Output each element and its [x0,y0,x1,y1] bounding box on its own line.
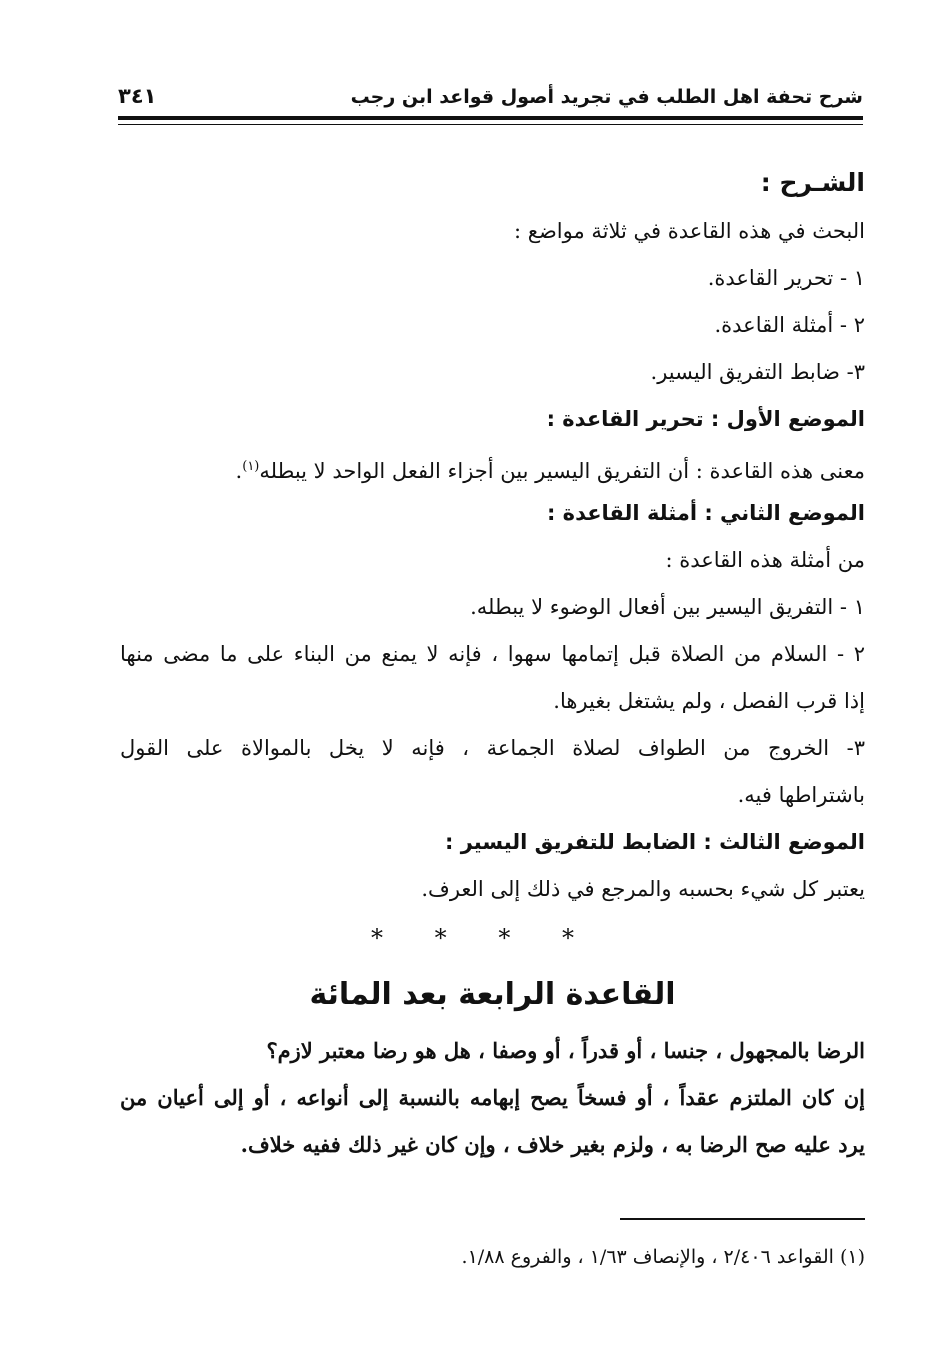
footnote-marker[interactable]: (١) [242,459,260,474]
section2-intro: من أمثلة هذه القاعدة : [665,548,865,572]
header-rule-thick [118,116,863,120]
page-number: ٣٤١ [118,84,157,108]
rule-statement-line-3: يرد عليه صح الرضا به ، ولزم بغير خلاف ، وإن كان غير ذلك ففيه خلاف. [240,1132,865,1157]
header-title: شرح تحفة اهل الطلب في تجريد أصول قواعد ابن رجب [350,86,863,108]
section1-paragraph [120,443,865,490]
point-3: ٣- ضابط التفريق اليسير. [650,360,865,384]
section2-heading: الموضع الثاني : أمثلة القاعدة : [546,501,865,525]
section1-text: معنى هذه القاعدة : أن التفريق اليسير بين أجزاء الفعل الواحد لا يبطله [259,459,865,483]
intro-paragraph: البحث في هذه القاعدة في ثلاثة مواضع : [514,219,865,243]
running-header [118,80,863,114]
separator-star: * [434,924,447,952]
point-2: ٢ - أمثلة القاعدة. [714,313,865,337]
page-body [120,158,865,1168]
section3-heading: الموضع الثالث : الضابط للتفريق اليسير : [445,830,865,854]
rule-statement-line-1: الرضا بالمجهول ، جنسا ، أو قدراً ، أو وصفا ، هل هو رضا معتبر لازم؟ [266,1038,865,1063]
sharh-heading: الشـرح : [760,168,865,197]
rule-statement-line-2: إن كان الملتزم عقداً ، أو فسخاً يصح إبهامه بالنسبة إلى أنواعه ، أو إلى أعيان من [120,1085,865,1110]
section1-end: . [235,459,243,483]
section-separator [120,913,865,963]
separator-star: * [561,924,574,952]
example-3-line-2: باشتراطها فيه. [737,783,865,807]
point-1: ١ - تحرير القاعدة. [707,266,865,290]
footnote-1: (١) القواعد ٢/٤٠٦ ، والإنصاف ١/٦٣ ، والفروع ١/٨٨. [461,1246,865,1268]
example-2-line-1: ٢ - السلام من الصلاة قبل إتمامها سهوا ، فإنه لا يمنع من البناء على ما مضى منها [120,642,865,666]
example-1: ١ - التفريق اليسير بين أفعال الوضوء لا يبطله. [470,595,865,619]
section3-paragraph: يعتبر كل شيء بحسبه والمرجع في ذلك إلى العرف. [421,877,865,901]
header-rule-thin [118,124,863,125]
footnote-rule [620,1218,865,1220]
separator-star: * [371,924,384,952]
example-2-line-2: إذا قرب الفصل ، ولم يشتغل بغيرها. [553,689,865,713]
example-3-line-1: ٣- الخروج من الطواف لصلاة الجماعة ، فإنه لا يخل بالموالاة على القول [120,736,865,760]
rule-title: القاعدة الرابعة بعد المائة [309,977,676,1012]
separator-star: * [498,924,511,952]
section1-heading: الموضع الأول : تحرير القاعدة : [546,407,865,431]
